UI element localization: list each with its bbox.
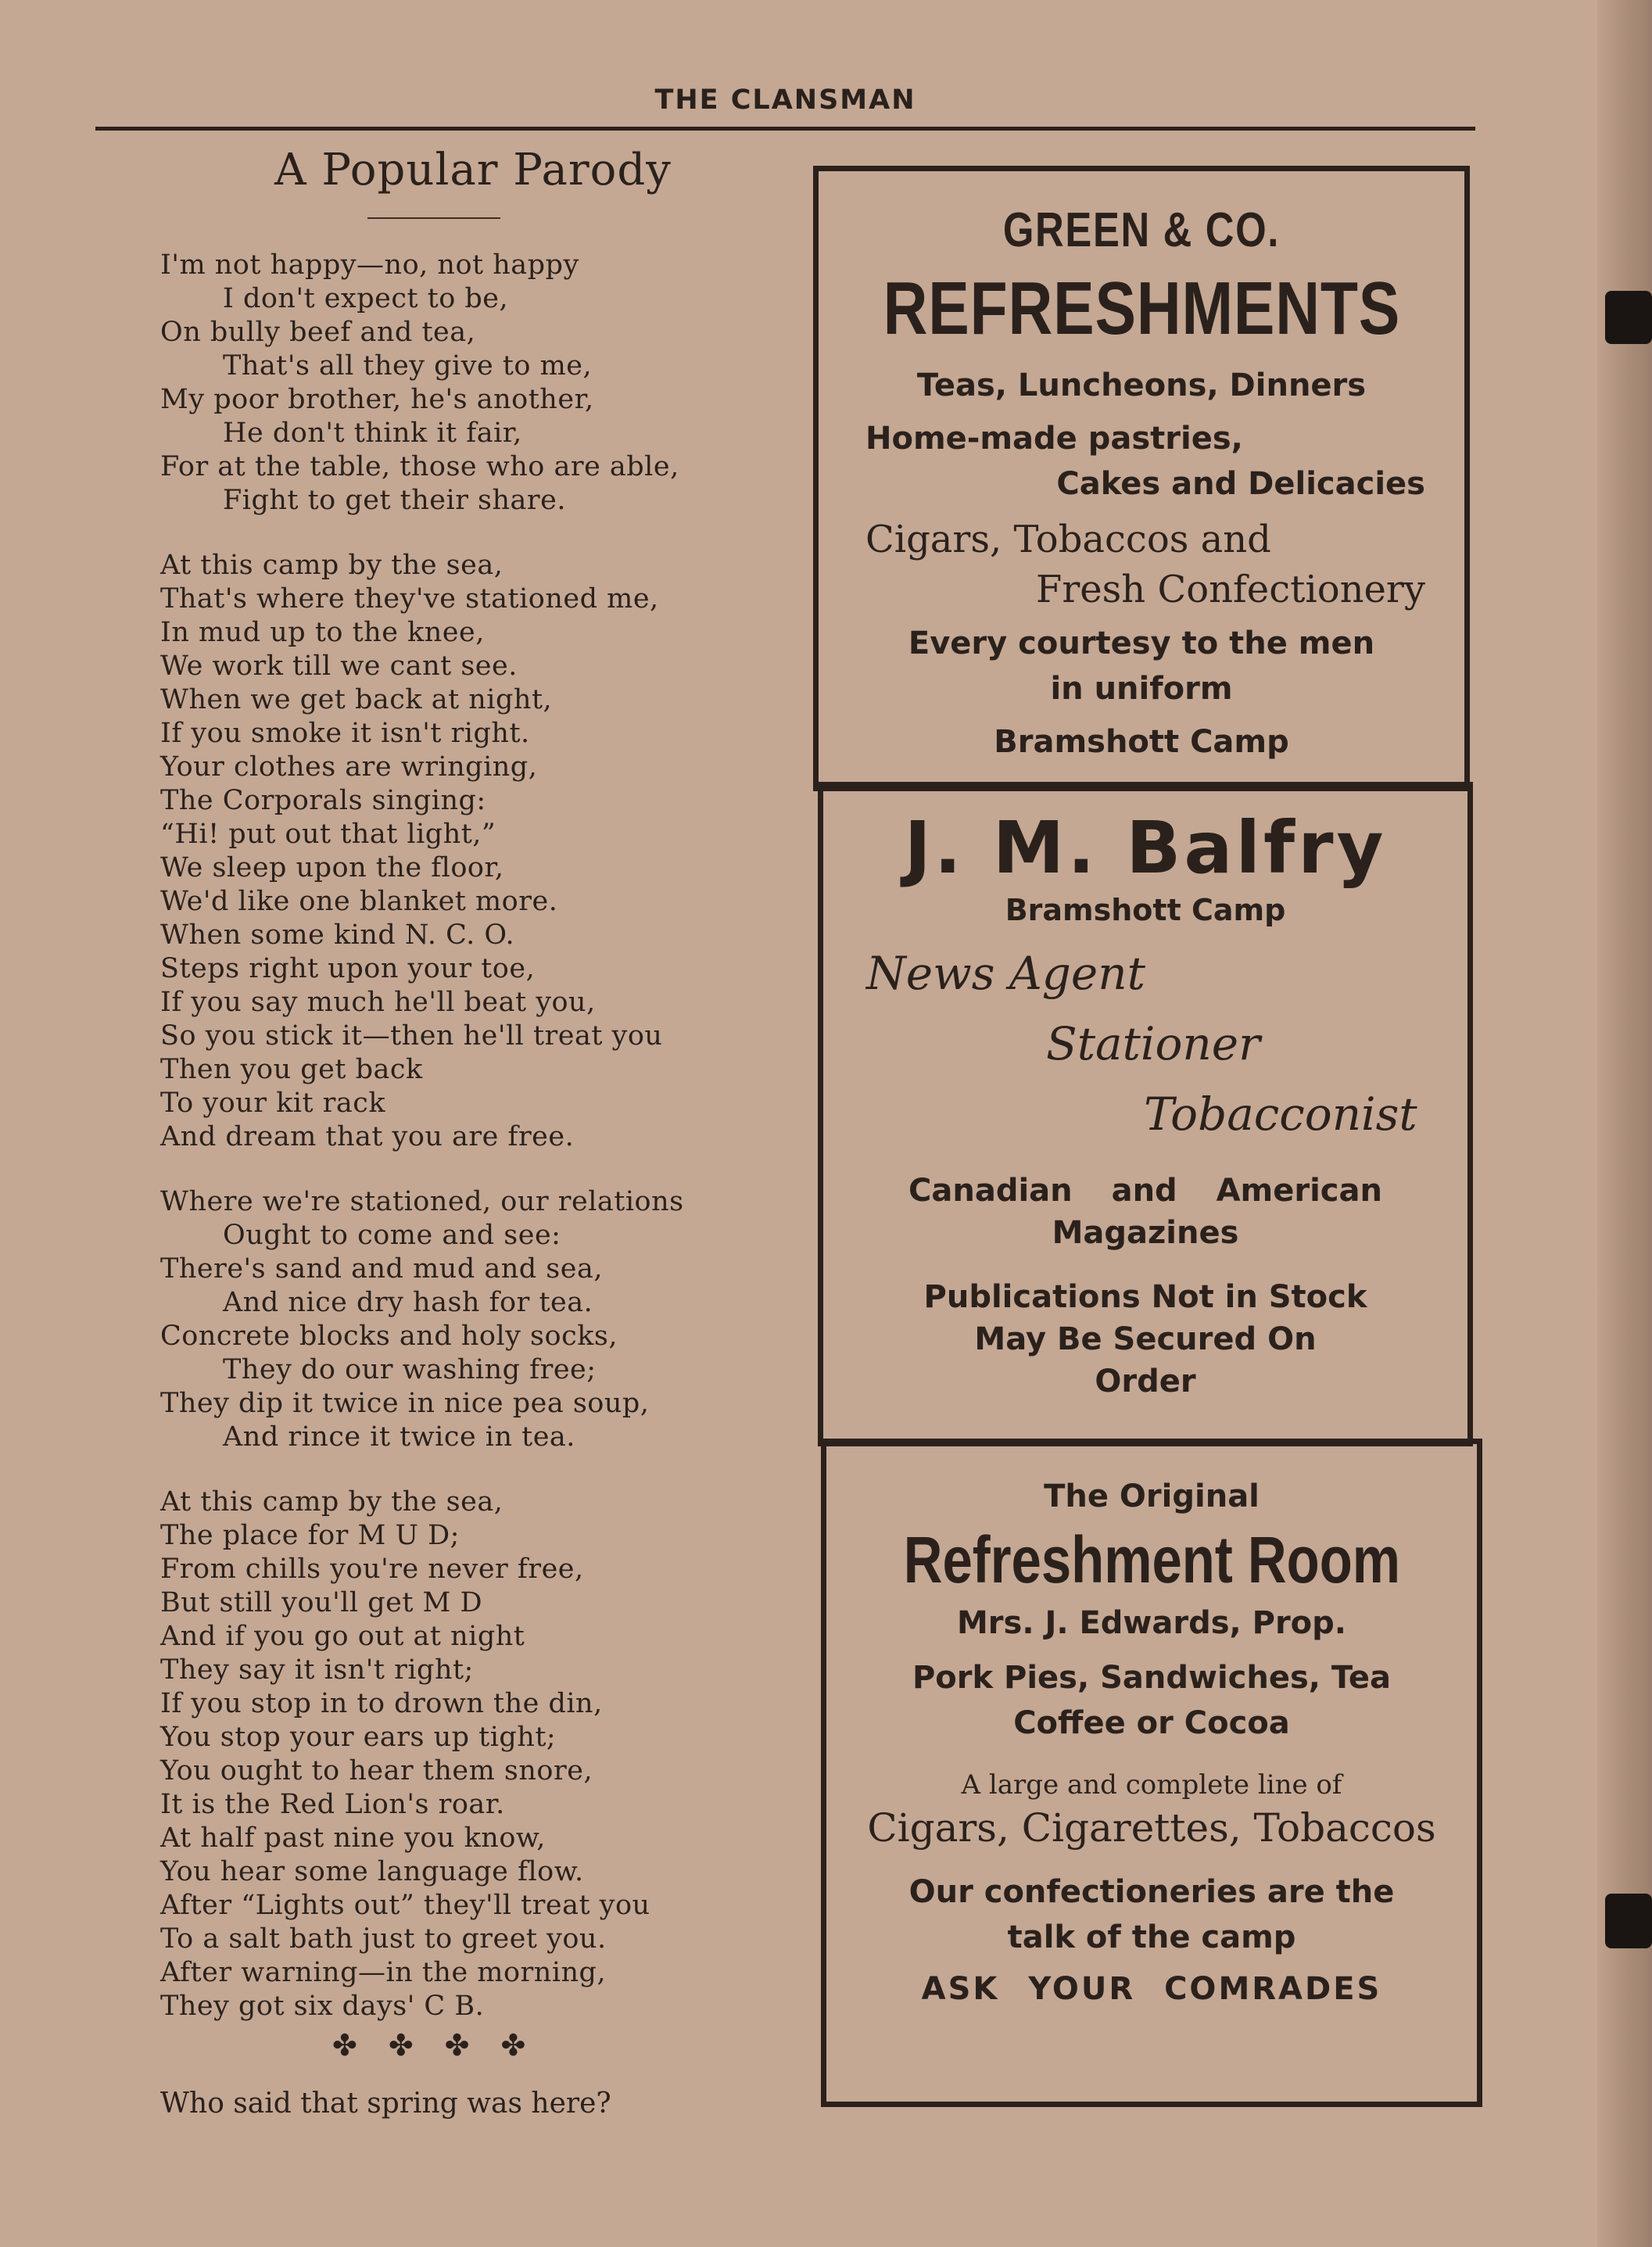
poem-line: To a salt bath just to greet you. — [160, 1923, 607, 1955]
poem-line: Ought to come and see: — [223, 1220, 561, 1251]
ad-line: Fresh Confectionery — [1036, 568, 1425, 611]
title-rule — [367, 217, 500, 219]
poem-line: In mud up to the knee, — [160, 617, 485, 648]
ad-line: in uniform — [1050, 671, 1233, 707]
poem-line: Where we're stationed, our relations — [160, 1186, 684, 1217]
poem-line: From chills you're never free, — [160, 1554, 584, 1585]
poem-line: If you smoke it isn't right. — [160, 718, 530, 749]
poem-line: They dip it twice in nice pea soup, — [160, 1388, 650, 1419]
poem-line: We sleep upon the floor, — [160, 852, 504, 883]
poem-line: At this camp by the sea, — [160, 1486, 503, 1518]
ad-headline: Refreshment Room — [903, 1523, 1400, 1597]
poem-line: Steps right upon your toe, — [160, 953, 536, 984]
poem-line: I don't expect to be, — [223, 283, 509, 314]
poem-line: So you stick it—then he'll treat you — [160, 1020, 663, 1052]
ad-business-name: J. M. Balfry — [904, 806, 1387, 890]
poem-line: If you say much he'll beat you, — [160, 987, 596, 1018]
poem-line: You stop your ears up tight; — [160, 1722, 557, 1753]
poem-line: My poor brother, he's another, — [160, 384, 594, 415]
poem-line: There's sand and mud and sea, — [160, 1253, 603, 1285]
publication-title: THE CLANSMAN — [654, 84, 916, 116]
fleuron-ornament: ✤✤✤✤ — [332, 2028, 557, 2062]
binding-tab-top — [1605, 291, 1652, 344]
ad-line: May Be Secured On — [974, 1321, 1317, 1357]
ad-location: Bramshott Camp — [1005, 893, 1286, 927]
poem-line: They got six days' C B. — [160, 1991, 485, 2022]
ad-line: Teas, Luncheons, Dinners — [916, 367, 1367, 403]
ad-call-to-action: ASK YOUR COMRADES — [921, 1971, 1382, 2007]
stanza-2 — [160, 549, 754, 1154]
ad-line: Every courtesy to the men — [908, 625, 1375, 661]
poem-line: Concrete blocks and holy socks, — [160, 1321, 618, 1352]
ad-line: Order — [1095, 1364, 1196, 1399]
poem-line: They do our washing free; — [223, 1354, 597, 1385]
ad-line: A large and complete line of — [961, 1769, 1342, 1801]
poem-closing-line: Who said that spring was here? — [160, 2088, 611, 2120]
ad-line: Cigars, Cigarettes, Tobaccos — [867, 1805, 1436, 1851]
poem-line: To your kit rack — [160, 1088, 386, 1119]
poem-line: When some kind N. C. O. — [160, 919, 515, 951]
ad-line: Pork Pies, Sandwiches, Tea — [912, 1660, 1392, 1696]
ad-balfry — [818, 782, 1473, 1446]
ad-role: Tobacconist — [1144, 1088, 1417, 1141]
poem-line: And dream that you are free. — [160, 1121, 575, 1152]
poem-line: At half past nine you know, — [160, 1822, 546, 1854]
poem-title: A Popular Parody — [274, 145, 672, 195]
poem-line: Then you get back — [160, 1054, 423, 1085]
poem-line: The place for M U D; — [160, 1520, 460, 1551]
poem-line: He don't think it fair, — [223, 418, 522, 449]
ad-location: Bramshott Camp — [994, 724, 1289, 760]
poem-line: It is the Red Lion's roar. — [160, 1789, 505, 1820]
poem-line: “Hi! put out that light,” — [160, 819, 496, 850]
ad-line: Our confectioneries are the — [908, 1874, 1395, 1910]
poem-line: Your clothes are wringing, — [160, 751, 538, 783]
poem-line: For at the table, those who are able, — [160, 451, 679, 482]
ad-proprietor: Mrs. J. Edwards, Prop. — [956, 1605, 1346, 1641]
poem-line: After “Lights out” they'll treat you — [160, 1890, 650, 1921]
poem-line: That's all they give to me, — [223, 350, 593, 382]
poem-line: They say it isn't right; — [160, 1654, 474, 1686]
ad-kicker: The Original — [1044, 1478, 1260, 1514]
poem-line: After warning—in the morning, — [160, 1957, 607, 1988]
ad-green-and-co — [813, 166, 1470, 791]
ad-line: Coffee or Cocoa — [1013, 1705, 1290, 1741]
stanza-1 — [160, 249, 754, 518]
poem-line: We work till we cant see. — [160, 650, 518, 682]
poem-line: When we get back at night, — [160, 684, 553, 715]
poem-line: If you stop in to drown the din, — [160, 1688, 603, 1719]
ad-business-name: GREEN & CO. — [1002, 203, 1281, 257]
ad-line: Home-made pastries, — [865, 421, 1243, 457]
poem-line: And if you go out at night — [160, 1621, 525, 1652]
ad-line: Canadian and American — [908, 1173, 1382, 1209]
stanza-3 — [160, 1185, 754, 1454]
ad-refreshment-room — [821, 1439, 1482, 2107]
poem-line: That's where they've stationed me, — [160, 583, 659, 615]
ad-line: Publications Not in Stock — [923, 1279, 1367, 1315]
binding-tab-bottom — [1605, 1894, 1652, 1948]
poem-line: But still you'll get M D — [160, 1587, 483, 1618]
poem-line: And nice dry hash for tea. — [223, 1287, 593, 1318]
ad-role: Stationer — [1046, 1017, 1260, 1070]
ad-line: talk of the camp — [1007, 1919, 1296, 1955]
poem-line: On bully beef and tea, — [160, 317, 476, 348]
running-header — [95, 77, 1475, 131]
poem-line: We'd like one blanket more. — [160, 886, 558, 917]
ad-headline: REFRESHMENTS — [883, 267, 1400, 350]
poem-line: At this camp by the sea, — [160, 550, 503, 581]
poem-line: You ought to hear them snore, — [160, 1755, 593, 1786]
poem-line: And rince it twice in tea. — [223, 1421, 575, 1453]
ad-line: Cigars, Tobaccos and — [865, 518, 1271, 561]
poem-column — [160, 145, 754, 2120]
stanza-4 — [160, 1485, 754, 2023]
poem-line: You hear some language flow. — [160, 1856, 584, 1887]
poem-line: Fight to get their share. — [223, 485, 566, 516]
poem-line: I'm not happy—no, not happy — [160, 249, 579, 281]
ad-line: Magazines — [1052, 1215, 1239, 1251]
ad-line: Cakes and Delicacies — [1056, 466, 1425, 502]
ad-role: News Agent — [866, 947, 1145, 1000]
poem-line: The Corporals singing: — [160, 785, 486, 816]
